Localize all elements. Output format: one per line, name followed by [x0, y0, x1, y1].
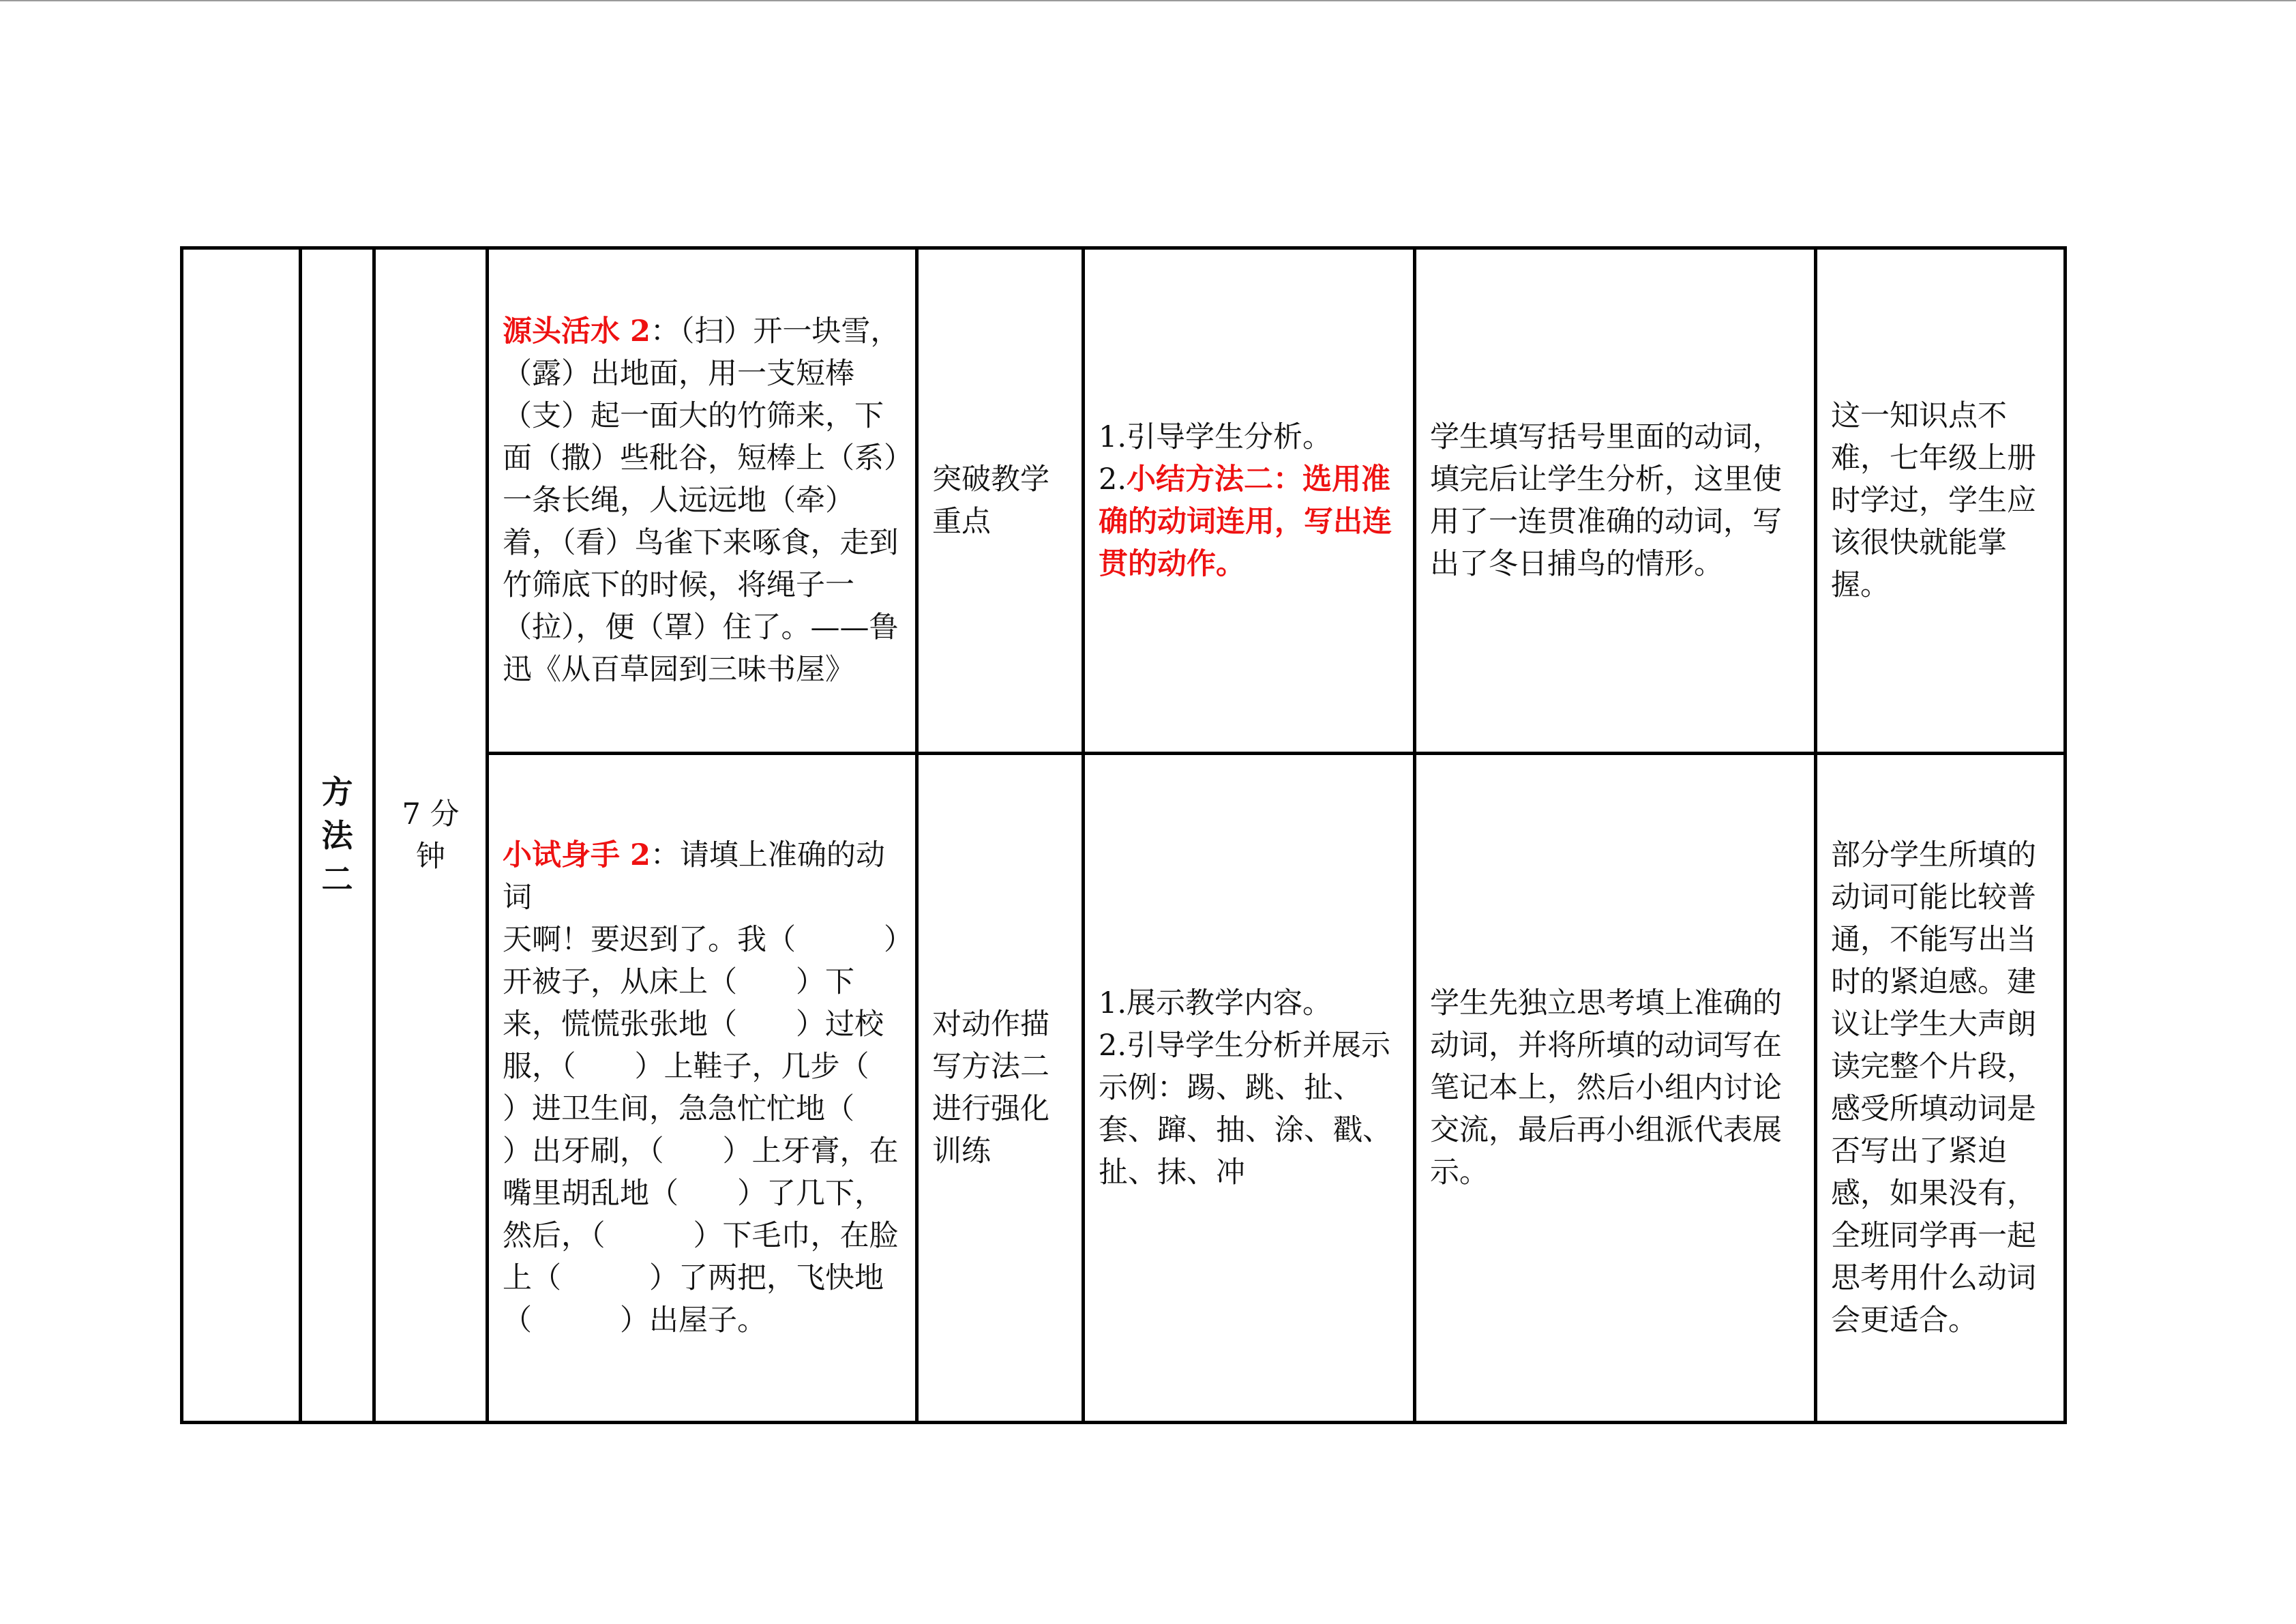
design-note-cell — [1816, 754, 2066, 1423]
lesson-plan-table — [180, 246, 2067, 1424]
stage-cell — [301, 248, 374, 1423]
content-colon: ： — [650, 314, 680, 349]
time-cell — [374, 248, 488, 1423]
purpose-cell — [917, 754, 1084, 1423]
design-note-text: 这一知识点不难，七年级上册时学过，学生应该很快就能掌握。 — [1831, 399, 2036, 602]
design-note-cell — [1816, 248, 2066, 754]
teacher-item-2 — [1099, 458, 1399, 585]
purpose-text: 突破教学重点 — [932, 462, 1049, 539]
content-intro: 请填上准确的动词 — [503, 838, 885, 915]
content-colon: ： — [650, 838, 680, 872]
content-cell — [488, 248, 917, 754]
teacher-item-2: 2.引导学生分析并展示示例：踢、跳、扯、套、蹿、抽、涂、戳、扯、抹、冲 — [1099, 1029, 1392, 1190]
page-top-edge — [0, 0, 2296, 1]
student-activity-text: 学生填写括号里面的动词，填完后让学生分析，这里使用了一连贯准确的动词，写出了冬日捕鸟的情形。 — [1430, 420, 1782, 581]
time-label: 7 分钟 — [402, 797, 460, 874]
teacher-activity-cell — [1084, 754, 1415, 1423]
design-note-text: 部分学生所填的动词可能比较普通，不能写出当时的紧迫感。建议让学生大声朗读完整个片段，感受所填动词是否写出了紧迫感，如果没有，全班同学再一起思考用什么动词会更适合。 — [1831, 838, 2036, 1338]
student-activity-cell — [1415, 248, 1816, 754]
teacher-item-1: 1.展示教学内容。 — [1099, 986, 1332, 1020]
purpose-cell — [917, 248, 1084, 754]
content-body: （扫）开一块雪，（露）出地面，用一支短棒（支）起一面大的竹筛来，下面（撒）些秕谷，短棒上（系）一条长绳，人远远地（牵）着，（看）鸟雀下来啄食，走到竹筛底下的时候，将绳子一（拉），便（罩）住了。——鲁迅《从百草园到三味书屋》 — [503, 314, 900, 687]
content-heading: 小试身手 2 — [503, 838, 651, 872]
table-row — [182, 248, 2066, 754]
student-activity-cell — [1415, 754, 1816, 1423]
purpose-text: 对动作描写方法二进行强化训练 — [932, 1007, 1049, 1168]
teacher-item-2-highlight: 小结方法二：选用准确的动词连用，写出连贯的动作。 — [1099, 462, 1392, 581]
content-cell — [488, 754, 928, 1423]
teacher-item-1: 1.引导学生分析。 — [1099, 420, 1332, 454]
content-heading: 源头活水 2 — [503, 314, 651, 349]
stage-label: 方法二 — [321, 773, 353, 898]
teacher-item-2-number: 2. — [1099, 462, 1127, 497]
student-activity-text: 学生先独立思考填上准确的动词，并将所填的动词写在笔记本上，然后小组内讨论交流，最后再小组派代表展示。 — [1430, 986, 1782, 1190]
teacher-activity-cell — [1084, 248, 1415, 754]
blank-cell — [182, 248, 301, 1423]
content-body: 天啊！要迟到了。我（ ）开被子，从床上（ ）下来，慌慌张张地（ ）过校服，（ ）上鞋子，几步（ ）进卫生间，急急忙忙地（ ）出牙刷，（ ）上牙膏，在嘴里胡乱地（ ）了几下，然后，（ ）下毛巾，在脸上（ ）了两把，飞快地（ ）出屋子。 — [503, 923, 928, 1338]
